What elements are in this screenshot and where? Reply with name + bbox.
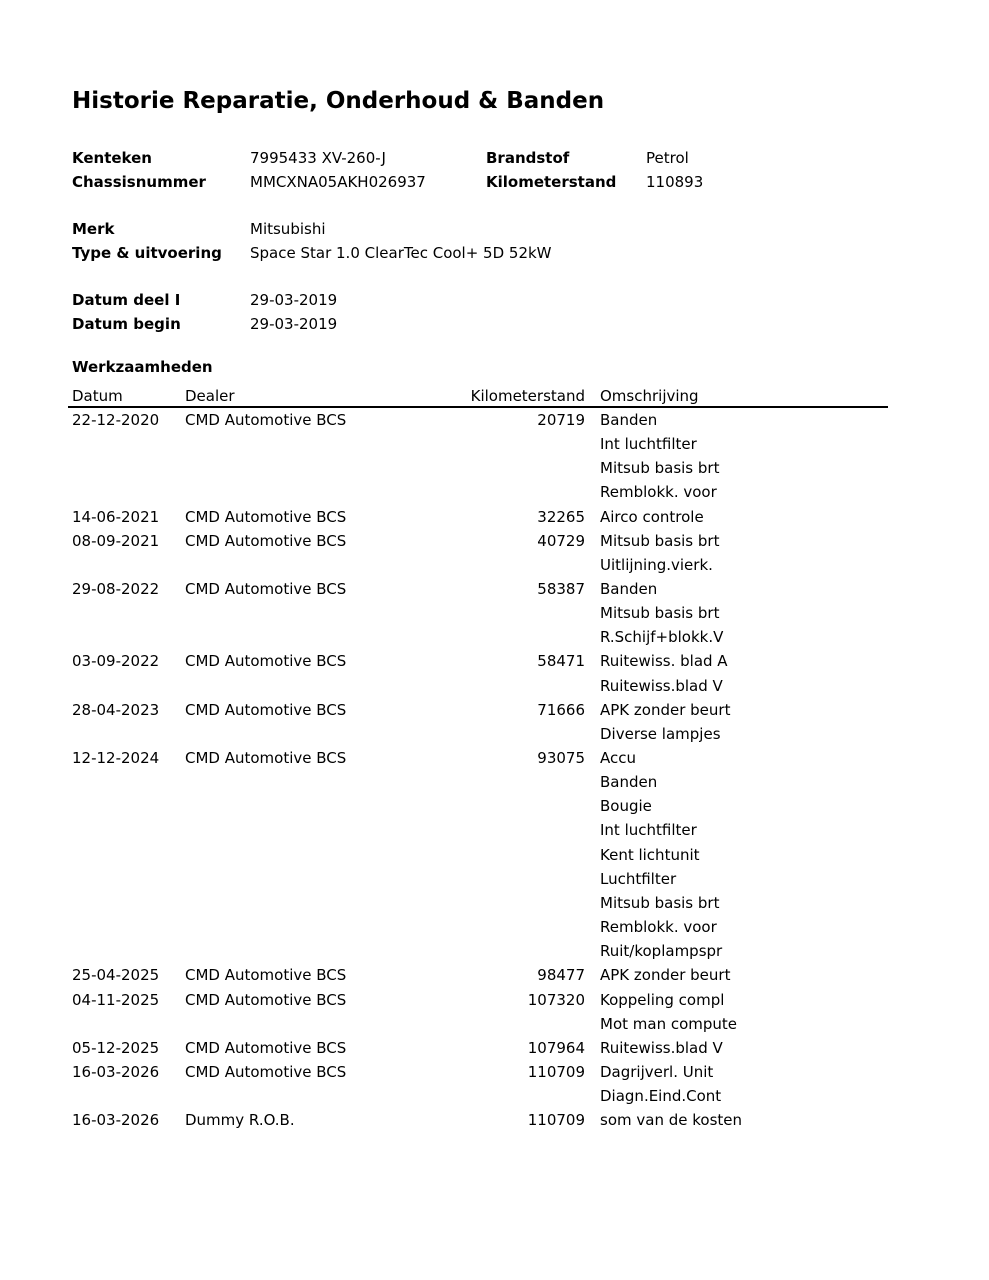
omschrijving-item: Bougie [600,797,652,816]
row-datum: 29-08-2022 [72,580,160,599]
row-kilometerstand: 107964 [527,1038,585,1057]
type-uitvoering-label: Type & uitvoering [72,244,222,262]
row-omschrijving [600,408,719,505]
column-header-datum: Datum [72,387,123,405]
omschrijving-item: som van de kosten [600,1111,742,1130]
row-dealer: CMD Automotive BCS [185,507,347,526]
omschrijving-item: Int luchtfilter [600,821,697,840]
row-datum: 04-11-2025 [72,990,160,1009]
omschrijving-item: Ruitewiss. blad A [600,652,728,671]
row-dealer: CMD Automotive BCS [185,1038,347,1057]
omschrijving-item: Remblokk. voor [600,483,717,502]
brandstof-label: Brandstof [486,149,570,167]
omschrijving-item: Mitsub basis brt [600,604,720,623]
row-dealer: CMD Automotive BCS [185,990,347,1009]
row-omschrijving [600,505,704,529]
werkzaamheden-heading: Werkzaamheden [72,358,213,376]
row-kilometerstand: 32265 [537,507,585,526]
table-row [0,698,989,746]
kilometerstand-label: Kilometerstand [486,173,617,191]
row-kilometerstand: 98477 [537,966,585,985]
row-dealer: CMD Automotive BCS [185,700,347,719]
table-row [0,1108,989,1132]
omschrijving-item: Ruit/koplampspr [600,942,723,961]
row-omschrijving [600,746,722,963]
omschrijving-item: Koppeling compl [600,990,725,1009]
datum-begin-label: Datum begin [72,315,181,333]
row-omschrijving [600,1108,742,1132]
omschrijving-item: R.Schijf+blokk.V [600,628,724,647]
omschrijving-item: APK zonder beurt [600,966,731,985]
row-kilometerstand: 93075 [537,749,585,768]
datum-deel-value: 29-03-2019 [250,291,338,309]
row-datum: 22-12-2020 [72,411,160,429]
row-dealer: CMD Automotive BCS [185,531,347,550]
omschrijving-item: Mitsub basis brt [600,531,720,550]
omschrijving-item: Accu [600,749,636,768]
omschrijving-item: Banden [600,773,658,792]
row-dealer: CMD Automotive BCS [185,966,347,985]
row-dealer: CMD Automotive BCS [185,1062,347,1081]
row-datum: 16-03-2026 [72,1062,160,1081]
omschrijving-item: Mot man compute [600,1014,738,1033]
datum-deel-label: Datum deel I [72,291,181,309]
kenteken-value: 7995433 XV-260-J [250,149,386,167]
omschrijving-item: Banden [600,580,658,599]
row-datum: 05-12-2025 [72,1038,160,1057]
row-omschrijving [600,1036,723,1060]
omschrijving-item: Ruitewiss.blad V [600,676,723,695]
row-omschrijving [600,577,723,649]
kilometerstand-value: 110893 [646,173,704,191]
row-kilometerstand: 110709 [527,1111,585,1130]
row-datum: 14-06-2021 [72,507,160,526]
table-row [0,963,989,987]
chassisnummer-label: Chassisnummer [72,173,206,191]
table-row [0,649,989,697]
row-omschrijving [600,698,730,746]
table-row [0,577,989,649]
column-header-dealer: Dealer [185,387,235,405]
row-datum: 12-12-2024 [72,749,160,768]
table-row [0,408,989,505]
row-datum: 16-03-2026 [72,1111,160,1130]
page-title: Historie Reparatie, Onderhoud & Banden [72,88,605,114]
omschrijving-item: Remblokk. voor [600,918,717,937]
row-kilometerstand: 110709 [527,1062,585,1081]
omschrijving-item: Mitsub basis brt [600,893,720,912]
omschrijving-item: APK zonder beurt [600,700,731,719]
omschrijving-item: Luchtfilter [600,869,677,888]
omschrijving-item: Int luchtfilter [600,435,697,454]
table-row [0,1060,989,1108]
row-datum: 25-04-2025 [72,966,160,985]
row-dealer: CMD Automotive BCS [185,652,347,671]
omschrijving-item: Banden [600,411,658,429]
row-datum: 03-09-2022 [72,652,160,671]
omschrijving-item: Dagrijverl. Unit [600,1062,714,1081]
table-row [0,529,989,577]
row-datum: 08-09-2021 [72,531,160,550]
column-header-omschrijving: Omschrijving [600,387,699,405]
row-dealer: CMD Automotive BCS [185,580,347,599]
merk-value: Mitsubishi [250,220,326,238]
column-header-kilometerstand: Kilometerstand [470,387,585,405]
omschrijving-item: Diverse lampjes [600,724,721,743]
omschrijving-item: Ruitewiss.blad V [600,1038,723,1057]
kenteken-label: Kenteken [72,149,152,167]
omschrijving-item: Airco controle [600,507,704,526]
omschrijving-item: Mitsub basis brt [600,459,720,478]
row-dealer: Dummy R.O.B. [185,1111,295,1130]
row-datum: 28-04-2023 [72,700,160,719]
werkzaamheden-table [0,408,989,1132]
row-dealer: CMD Automotive BCS [185,411,347,429]
row-kilometerstand: 107320 [527,990,585,1009]
row-omschrijving [600,1060,721,1108]
omschrijving-item: Kent lichtunit [600,845,700,864]
row-omschrijving [600,649,728,697]
omschrijving-item: Uitlijning.vierk. [600,555,713,574]
datum-begin-value: 29-03-2019 [250,315,338,333]
table-row [0,505,989,529]
row-dealer: CMD Automotive BCS [185,749,347,768]
omschrijving-item: Diagn.Eind.Cont [600,1087,722,1106]
row-kilometerstand: 58387 [537,580,585,599]
table-row [0,1036,989,1060]
row-omschrijving [600,963,730,987]
table-header [0,384,989,408]
row-kilometerstand: 58471 [537,652,585,671]
table-row [0,988,989,1036]
merk-label: Merk [72,220,115,238]
table-row [0,746,989,963]
row-kilometerstand: 40729 [537,531,585,550]
type-uitvoering-value: Space Star 1.0 ClearTec Cool+ 5D 52kW [250,244,552,262]
row-kilometerstand: 20719 [537,411,585,429]
row-omschrijving [600,988,737,1036]
row-omschrijving [600,529,719,577]
row-kilometerstand: 71666 [537,700,585,719]
chassisnummer-value: MMCXNA05AKH026937 [250,173,426,191]
brandstof-value: Petrol [646,149,689,167]
